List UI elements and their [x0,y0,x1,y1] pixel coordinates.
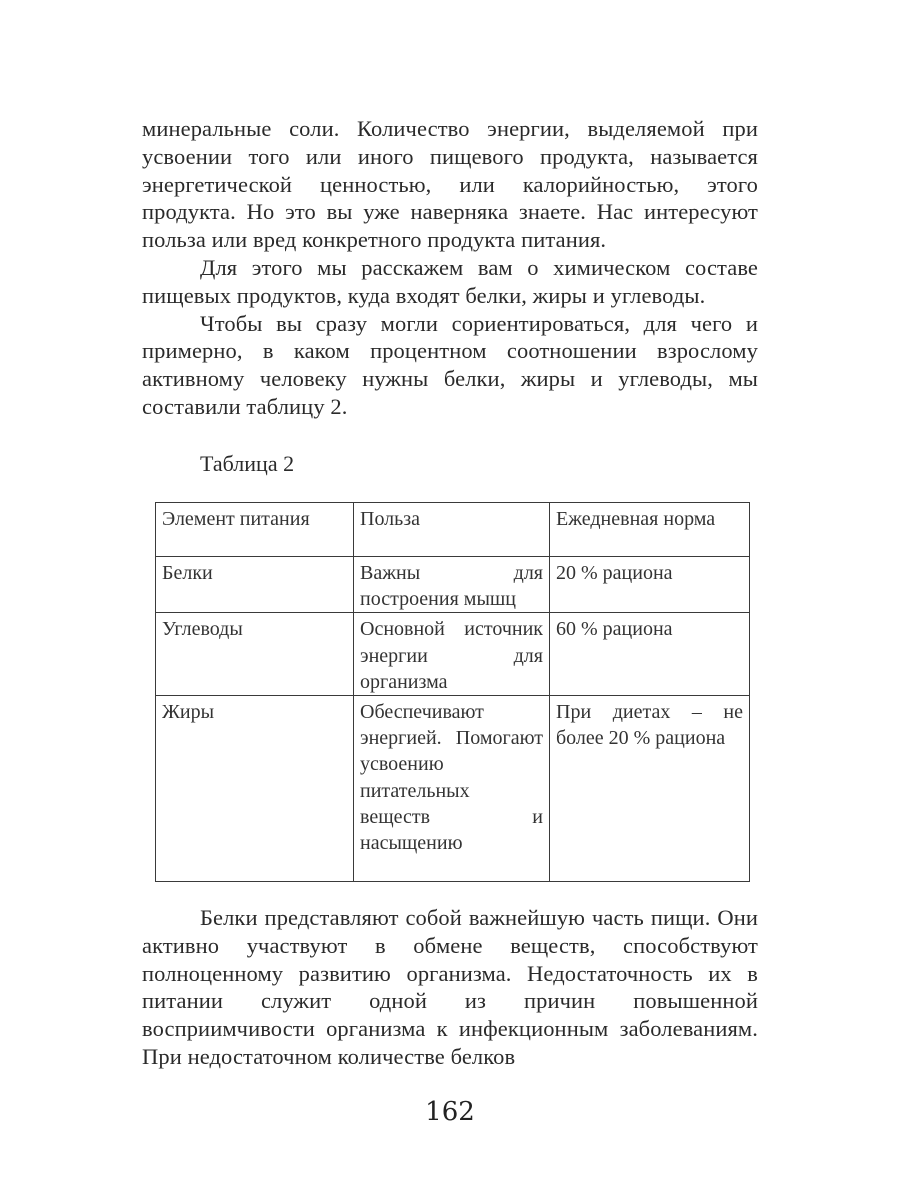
paragraph: Чтобы вы сразу могли сориентироваться, для чего и примерно, в каком процентном соотношении взрослому активному человеку нужны белки, жиры и углеводы, мы составили таблицу 2. [142,310,758,419]
cell-element: Белки [156,557,354,613]
paragraph: Для этого мы расскажем вам о химическом составе пищевых продуктов, куда входят белки, жиры и углеводы. [142,254,758,308]
cell-norm: 60 % рациона [550,613,750,696]
cell-benefit: Основной источник энергии для организма [354,613,550,696]
table-row [156,613,750,696]
header-cell-element: Элемент питания [156,503,354,557]
paragraph: Белки представляют собой важнейшую часть пищи. Они активно участвуют в обмене веществ, способствуют полноценному развитию организма. Недостаточность их в питании служит одной из причин повышенной восприимчивости организма к инфекционным заболеваниям. При недостаточном количестве белков [142,905,758,1069]
table-row [156,696,750,882]
table-row [156,557,750,613]
bottom-text-block [142,904,758,1071]
nutrition-table [155,502,750,882]
cell-benefit: Обеспечивают энергией. Помогают усвоению питательных веществ и насыщению [354,696,550,882]
header-cell-benefit: Польза [354,503,550,557]
cell-norm: При диетах – не более 20 % рациона [550,696,750,882]
page-number: 162 [425,1097,475,1127]
table-header-row [156,503,750,557]
paragraph-continuation: минеральные соли. Количество энергии, выделяемой при усвоении того или иного пищевого продукта, называется энергетической ценностью, или калорийностью, этого продукта. Но это вы уже наверняка знаете. Нас интересуют польза или вред конкретного продукта питания. [142,116,758,253]
table-caption: Таблица 2 [200,451,295,476]
cell-element: Жиры [156,696,354,882]
top-text-block [142,115,758,421]
cell-element: Углеводы [156,613,354,696]
header-cell-norm: Ежедневная норма [550,503,750,557]
cell-norm: 20 % рациона [550,557,750,613]
cell-benefit: Важны для построения мышц [354,557,550,613]
